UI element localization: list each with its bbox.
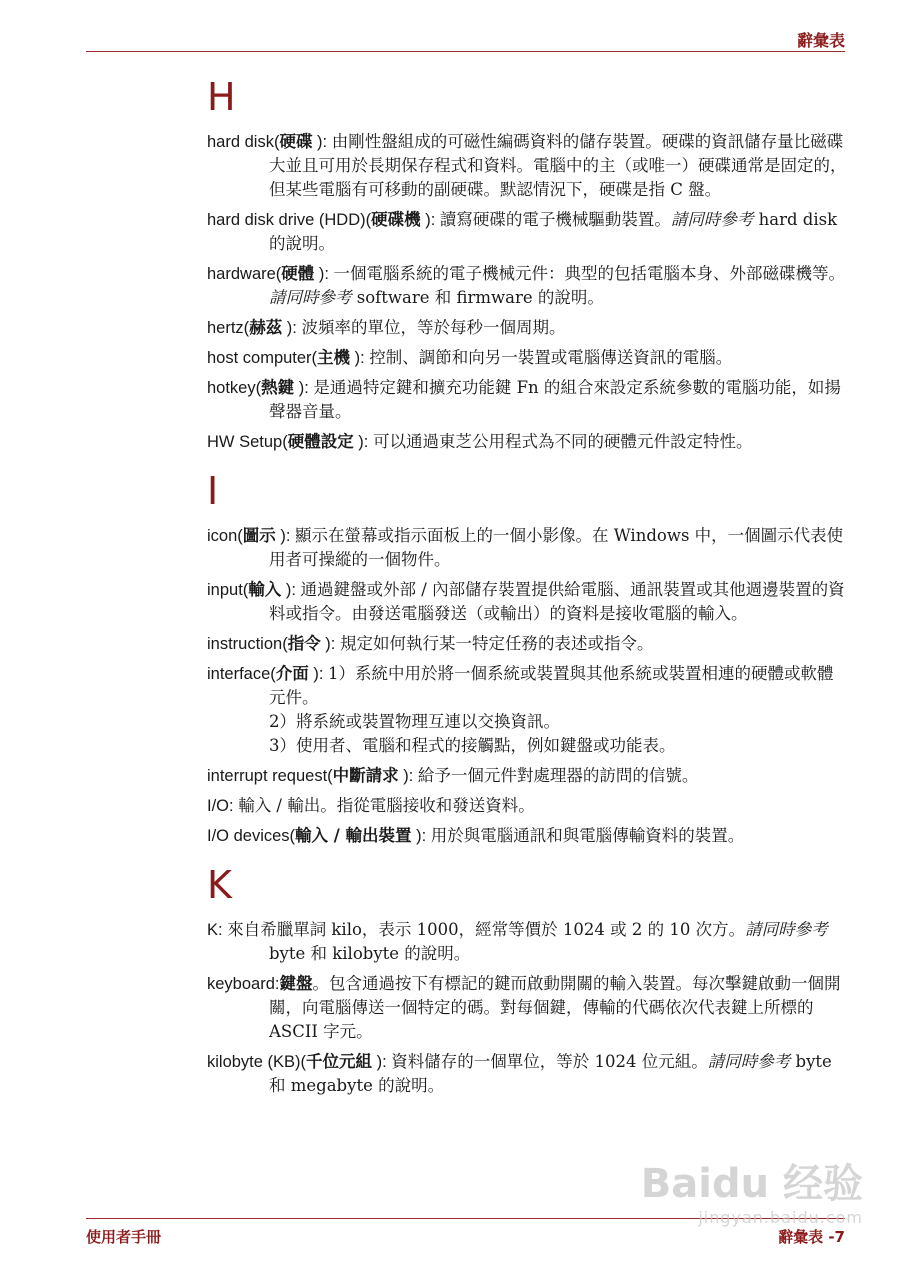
- entry-see-also: 請同時參考: [745, 920, 828, 939]
- glossary-entry: [207, 262, 847, 310]
- entry-term: icon(: [207, 527, 243, 545]
- entry-sub-item: 2）將系統或裝置物理互連以交換資訊。: [269, 712, 560, 731]
- entry-definition: 波頻率的單位，等於每秒一個周期。: [301, 318, 566, 337]
- glossary-content: [207, 74, 847, 1104]
- entry-chinese-term: 指令: [287, 634, 321, 653]
- footer-manual-name: 使用者手冊: [86, 1228, 162, 1246]
- entry-definition: 由剛性盤組成的可磁性編碼資料的儲存裝置。硬碟的資訊儲存量比磁碟大並且可用於長期保存程式和資料。電腦中的主（或唯一）硬碟通常是固定的，但某些電腦有可移動的副硬碟。默認情況下，硬碟是指 C 盤。: [269, 132, 847, 199]
- section-gap: [207, 460, 847, 468]
- header-divider: [86, 51, 845, 52]
- entry-see-also-target: byte 和 kilobyte 的說明。: [269, 944, 471, 963]
- footer-page-number: 辭彙表 -7: [778, 1228, 845, 1246]
- entry-chinese-term: 硬體: [281, 264, 315, 283]
- watermark-main: Baidu 经验: [640, 1161, 863, 1207]
- entry-definition: 通過鍵盤或外部 / 內部儲存裝置提供給電腦、通訊裝置或其他週邊裝置的資料或指令。由發送電腦發送（或輸出）的資料是接收電腦的輸入。: [269, 580, 845, 623]
- entry-term: hard disk(: [207, 133, 280, 151]
- section-letter: H: [207, 75, 236, 119]
- entry-chinese-term: 圖示: [242, 526, 276, 545]
- entry-term-close: ):: [320, 635, 340, 653]
- entry-definition: 給予一個元件對處理器的訪問的信號。: [417, 766, 699, 785]
- entry-definition: 控制、調節和向另一裝置或電腦傳送資訊的電腦。: [369, 348, 733, 367]
- entry-definition: 可以通過東芝公用程式為不同的硬體元件設定特性。: [372, 432, 753, 451]
- entry-definition: 是通過特定鍵和擴充功能鍵 Fn 的組合來設定系統參數的電腦功能，如揚聲器音量。: [269, 378, 841, 421]
- entry-definition: 用於與電腦通訊和與電腦傳輸資料的裝置。: [430, 826, 745, 845]
- entry-term: I/O:: [207, 797, 234, 815]
- glossary-entry: [207, 794, 847, 818]
- glossary-entry: [207, 918, 847, 966]
- entry-term-close: ):: [312, 133, 332, 151]
- entry-term: kilobyte (KB)(: [207, 1053, 307, 1071]
- entry-chinese-term: 介面: [275, 664, 309, 683]
- entry-chinese-term: 硬碟機: [371, 210, 421, 229]
- glossary-entry: [207, 376, 847, 424]
- glossary-entry: [207, 346, 847, 370]
- glossary-entry: [207, 764, 847, 788]
- entry-term-close: ):: [281, 581, 301, 599]
- entry-sub-item: 3）使用者、電腦和程式的接觸點，例如鍵盤或功能表。: [269, 736, 676, 755]
- entry-term: hertz(: [207, 319, 250, 337]
- entry-term-close: 。: [312, 975, 329, 993]
- section-letter: K: [207, 863, 232, 907]
- glossary-entry: [207, 1050, 847, 1098]
- entry-term-close: ):: [398, 767, 418, 785]
- glossary-entry: [207, 316, 847, 340]
- entry-term: HW Setup(: [207, 433, 288, 451]
- entry-see-also-target: hard disk 的說明。: [269, 210, 838, 253]
- entry-definition: 讀寫硬碟的電子機械驅動裝置。: [439, 210, 671, 229]
- glossary-entry: [207, 208, 847, 256]
- entry-term-close: ):: [308, 665, 329, 683]
- glossary-entry: [207, 972, 847, 1044]
- entry-see-also: 請同時參考: [269, 288, 352, 307]
- entry-term: K:: [207, 921, 223, 939]
- entry-definition: 包含通過按下有標記的鍵而啟動開關的輸入裝置。每次擊鍵啟動一個開關，向電腦傳送一個特定的碼。對每個鍵，傳輸的代碼依次代表鍵上所標的 ASCII 字元。: [269, 974, 841, 1041]
- entry-see-also-target: byte 和 megabyte 的說明。: [269, 1052, 832, 1095]
- entry-term-close: ):: [294, 379, 314, 397]
- page-header-title: 辭彙表: [796, 31, 845, 50]
- entry-term: interface(: [207, 665, 276, 683]
- entry-definition: 1）系統中用於將一個系統或裝置與其他系統或裝置相連的硬體或軟體元件。: [269, 664, 834, 707]
- section-gap: [207, 854, 847, 862]
- entry-chinese-term: 中斷請求: [332, 766, 399, 785]
- entry-term-close: ):: [353, 433, 373, 451]
- entry-see-also: 請同時參考: [707, 1052, 791, 1071]
- glossary-entry: [207, 662, 847, 758]
- entry-see-also-target: software 和 firmware 的說明。: [351, 288, 604, 307]
- entry-term: hard disk drive (HDD)(: [207, 211, 372, 229]
- entry-term: hardware(: [207, 265, 282, 283]
- entry-term: hotkey(: [207, 379, 262, 397]
- entry-chinese-term: 熱鍵: [261, 378, 295, 397]
- entry-term: keyboard:: [207, 975, 280, 993]
- entry-term: instruction(: [207, 635, 288, 653]
- entry-definition: 輸入 / 輸出。指從電腦接收和發送資料。: [238, 796, 535, 815]
- glossary-entry: [207, 430, 847, 454]
- glossary-entry: [207, 524, 847, 572]
- entry-term-close: ):: [275, 527, 296, 545]
- glossary-entry: [207, 632, 847, 656]
- entry-term-close: ):: [350, 349, 370, 367]
- entry-term: interrupt request(: [207, 767, 333, 785]
- entry-term-close: ):: [420, 211, 440, 229]
- entry-definition: 資料儲存的一個單位，等於 1024 位元組。: [391, 1052, 708, 1071]
- entry-chinese-term: 鍵盤: [279, 974, 313, 993]
- entry-definition: 來自希臘單詞 kilo，表示 1000，經常等價於 1024 或 2 的 10 次方。: [227, 920, 746, 939]
- watermark: [641, 1160, 863, 1227]
- glossary-entry: [207, 824, 847, 848]
- entry-definition: 規定如何執行某一特定任務的表述或指令。: [339, 634, 654, 653]
- entry-definition: 一個電腦系統的電子機械元件：典型的包括電腦本身、外部磁碟機等。: [333, 264, 846, 283]
- entry-definition: 顯示在螢幕或指示面板上的一個小影像。在 Windows 中，一個圖示代表使用者可操縱的一個物件。: [269, 526, 844, 569]
- watermark-url: jingyan.baidu.com: [698, 1208, 863, 1227]
- entry-term: input(: [207, 581, 249, 599]
- entry-chinese-term: 硬碟: [279, 132, 313, 151]
- entry-chinese-term: 主機: [317, 348, 351, 367]
- entry-term-close: ):: [411, 827, 431, 845]
- entry-term-close: ):: [372, 1053, 392, 1071]
- entry-term: I/O devices(: [207, 827, 296, 845]
- section-letter: I: [207, 469, 219, 513]
- entry-term-close: ):: [314, 265, 334, 283]
- entry-term: host computer(: [207, 349, 318, 367]
- entry-see-also: 請同時參考: [670, 210, 754, 229]
- entry-chinese-term: 赫茲: [249, 318, 283, 337]
- entry-chinese-term: 千位元組: [306, 1052, 373, 1071]
- entry-chinese-term: 輸入 / 輸出裝置: [295, 826, 412, 845]
- glossary-entry: [207, 130, 847, 202]
- entry-chinese-term: 硬體設定: [287, 432, 354, 451]
- entry-chinese-term: 輸入: [248, 580, 282, 599]
- glossary-entry: [207, 578, 847, 626]
- entry-term-close: ):: [282, 319, 302, 337]
